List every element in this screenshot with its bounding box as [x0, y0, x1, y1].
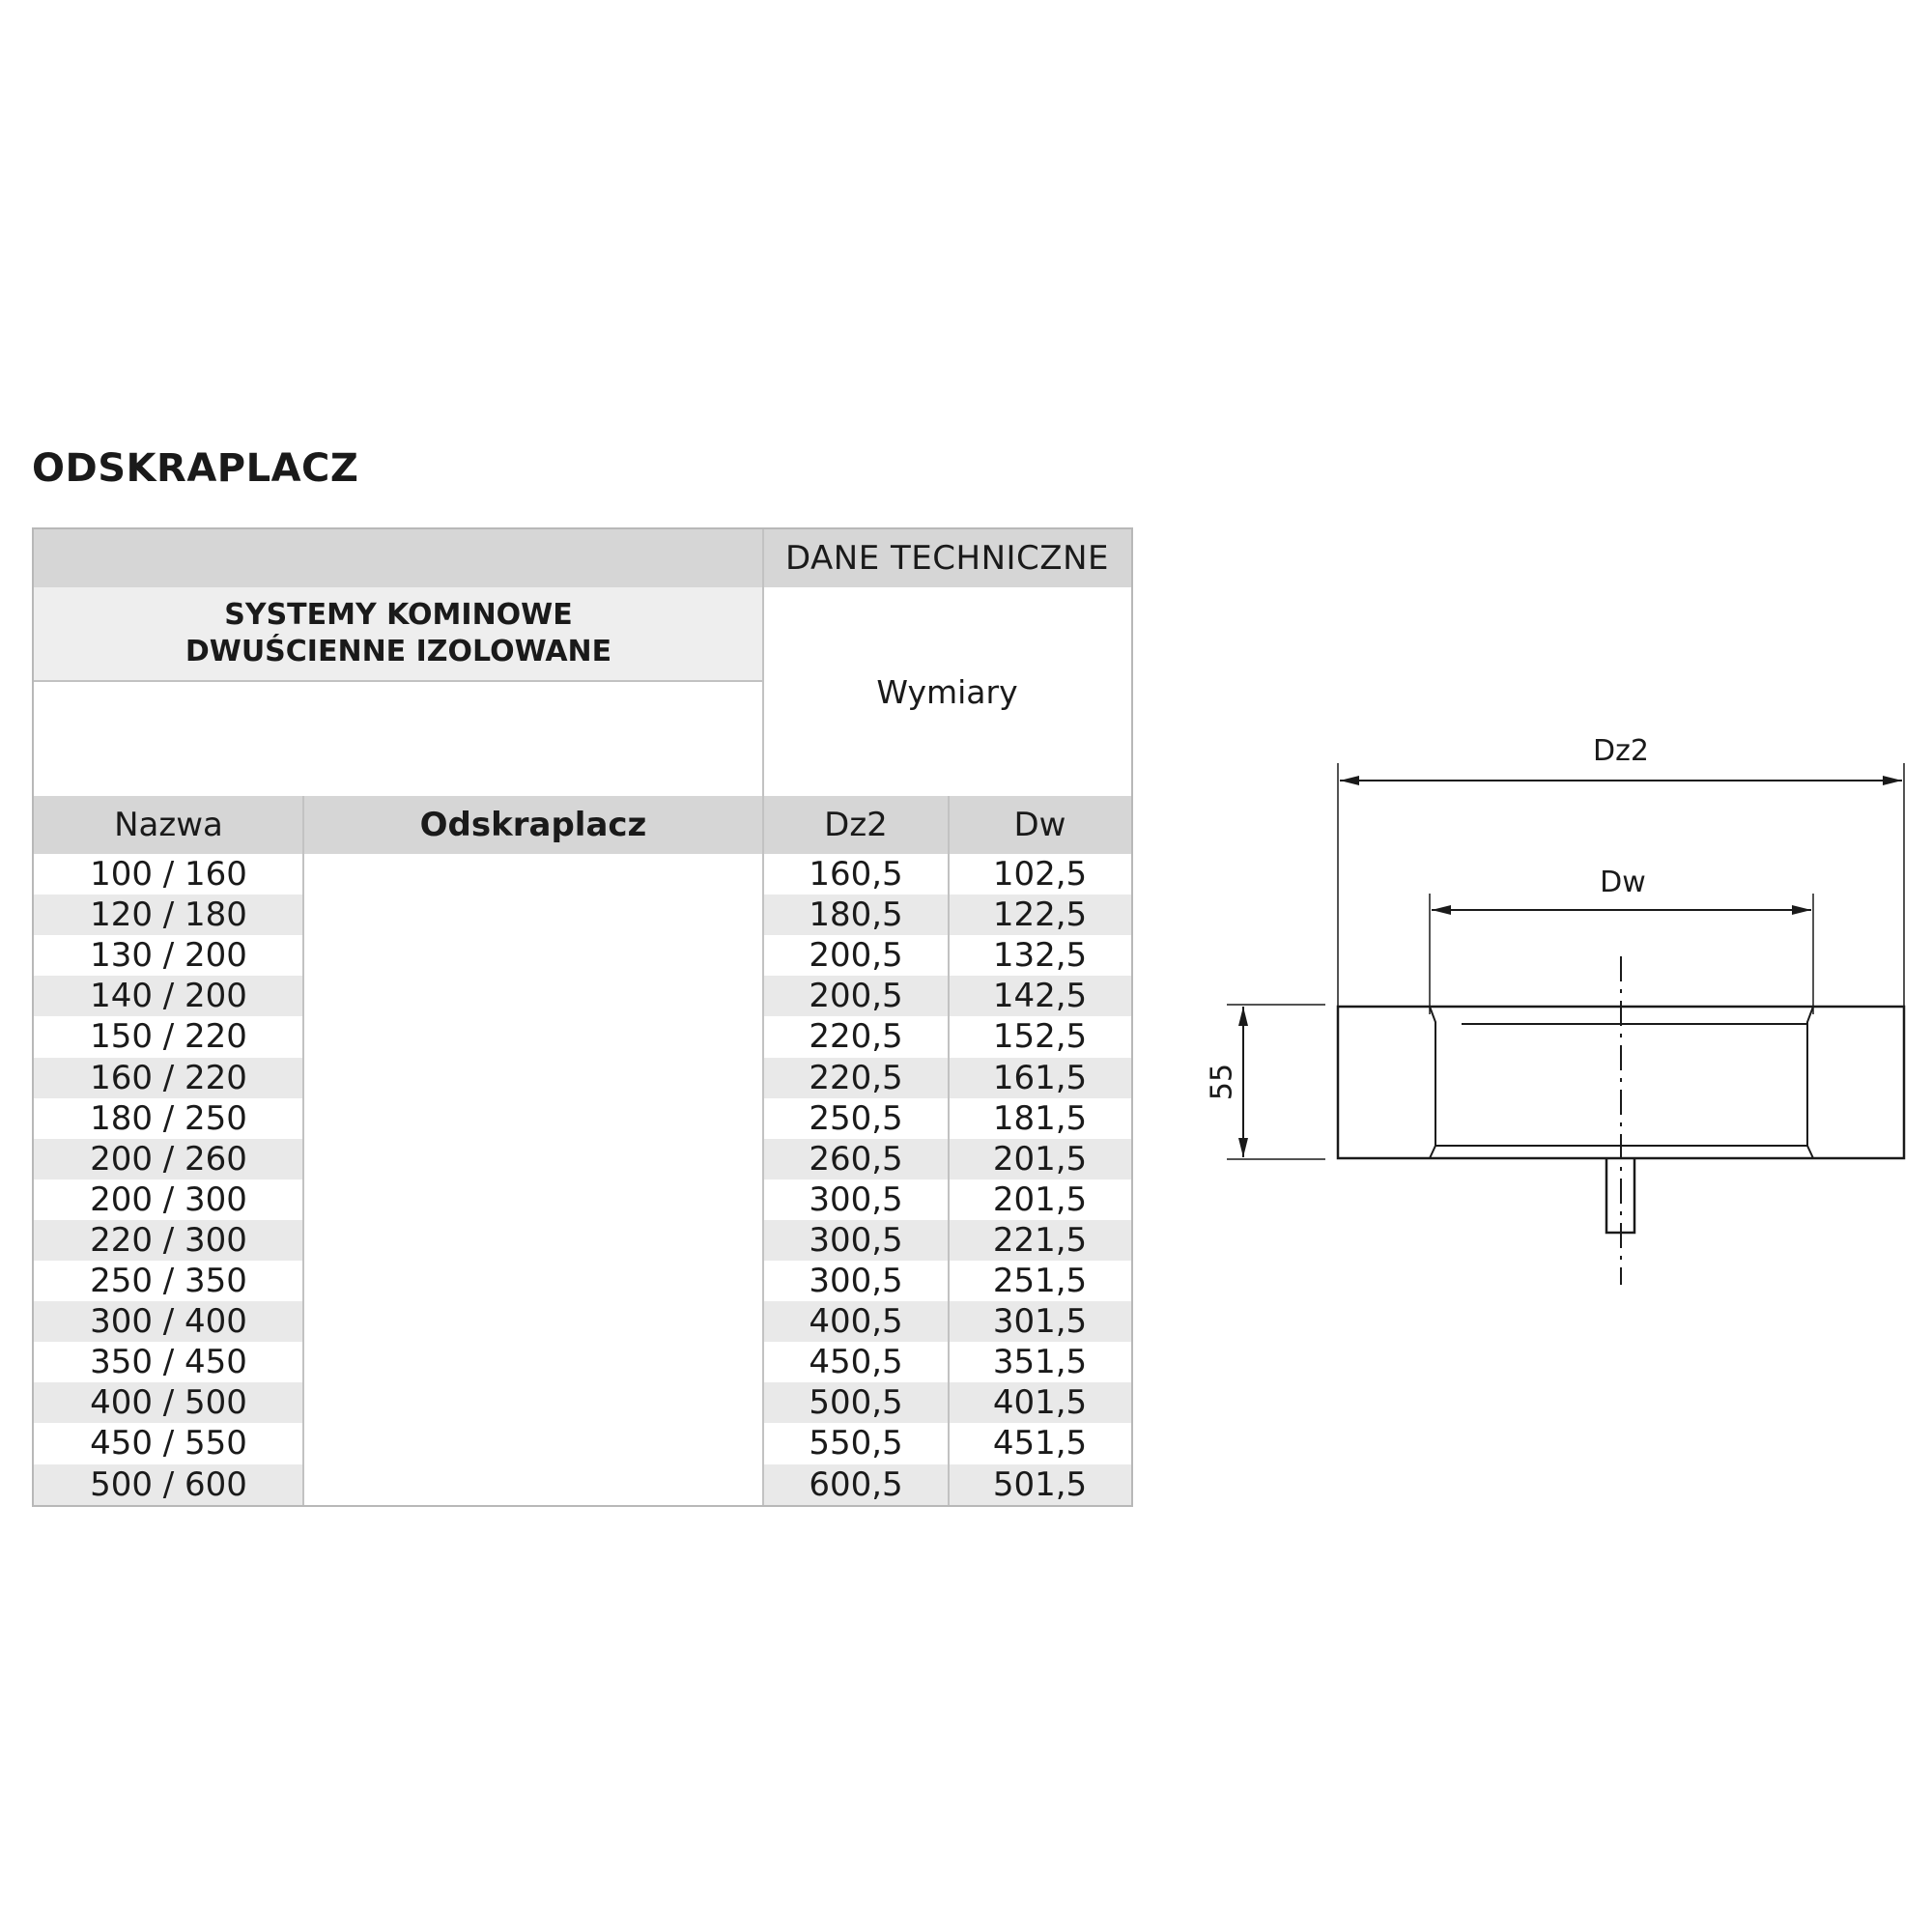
- cell-product: [303, 1220, 763, 1261]
- table-body: [34, 854, 1131, 1505]
- cell-product: [303, 1464, 763, 1505]
- cell-dz2: 160,5: [809, 855, 903, 895]
- cell-name: 180 / 250: [90, 1098, 247, 1138]
- cell-name: 120 / 180: [34, 895, 303, 935]
- cell-name: 300 / 400: [34, 1301, 303, 1342]
- col-header-name: Nazwa: [34, 796, 303, 854]
- table-row: [34, 1423, 1131, 1463]
- cell-dz2: 400,5: [763, 1301, 949, 1342]
- cell-dz2: 220,5: [763, 1058, 949, 1098]
- cell-dw: 201,5: [992, 1179, 1088, 1219]
- cell-dw: 351,5: [992, 1343, 1088, 1382]
- cell-dw: 142,5: [949, 976, 1131, 1016]
- table-row: [34, 1220, 1131, 1261]
- header-band-left: [34, 529, 763, 587]
- table-row: [34, 976, 1131, 1016]
- cell-dw: 152,5: [992, 1017, 1088, 1057]
- cell-name: 140 / 200: [34, 976, 303, 1016]
- divider: [302, 796, 304, 1505]
- cell-name: 500 / 600: [34, 1464, 303, 1505]
- cell-product: [303, 1342, 763, 1382]
- table-row: [34, 1016, 1131, 1057]
- inner-wall-left: [1430, 1007, 1435, 1158]
- cell-dz2: 300,5: [809, 1179, 903, 1219]
- table-row: [34, 935, 1131, 976]
- table-row: [34, 1058, 1131, 1098]
- table-row: [34, 1179, 1131, 1220]
- divider: [948, 796, 950, 1505]
- cell-dw: 161,5: [949, 1058, 1131, 1098]
- cell-dw: 102,5: [992, 855, 1088, 895]
- col-header-dz2: Dz2: [763, 796, 949, 854]
- cell-product: [303, 1016, 763, 1057]
- cell-dz2: 300,5: [763, 1220, 949, 1261]
- cell-name: 160 / 220: [34, 1058, 303, 1098]
- height-label: 55: [1205, 1063, 1239, 1101]
- cell-dw: 181,5: [992, 1098, 1088, 1138]
- cell-name: 200 / 260: [34, 1139, 303, 1179]
- cell-name: 400 / 500: [34, 1382, 303, 1423]
- cell-name: 220 / 300: [34, 1220, 303, 1261]
- dimensions-header: Wymiary: [876, 672, 1018, 711]
- page-title: ODSKRAPLACZ: [32, 446, 359, 491]
- dz2-label: Dz2: [1593, 734, 1649, 768]
- cell-dw: 201,5: [949, 1139, 1131, 1179]
- table-row: [34, 1301, 1131, 1342]
- cell-dw: 251,5: [992, 1262, 1088, 1301]
- cell-product: [303, 854, 763, 895]
- cell-dw: 451,5: [992, 1424, 1088, 1463]
- cell-product: [303, 1058, 763, 1098]
- cell-name: 450 / 550: [90, 1424, 247, 1463]
- cell-dz2: 200,5: [763, 976, 949, 1016]
- cell-product: [303, 1301, 763, 1342]
- group-header: DANE TECHNICZNE: [763, 529, 1131, 587]
- cell-dz2: 450,5: [809, 1343, 903, 1382]
- cell-product: [303, 1423, 763, 1463]
- table-row: [34, 1139, 1131, 1179]
- cell-product: [303, 1098, 763, 1139]
- cell-dz2: 220,5: [809, 1017, 903, 1057]
- col-header-product: Odskraplacz: [303, 796, 763, 854]
- system-header-line1: SYSTEMY KOMINOWE: [224, 598, 573, 632]
- cell-dw: 221,5: [949, 1220, 1131, 1261]
- cell-dw: 301,5: [949, 1301, 1131, 1342]
- table-row: [34, 854, 1131, 895]
- cell-product: [303, 1382, 763, 1423]
- cell-product: [303, 976, 763, 1016]
- condensate-trap-drawing: [1188, 715, 1922, 1314]
- cell-dz2: 260,5: [763, 1139, 949, 1179]
- table-row: [34, 1382, 1131, 1423]
- table-row: [34, 1261, 1131, 1301]
- cell-name: 250 / 350: [90, 1262, 247, 1301]
- system-header-line2: DWUŚCIENNE IZOLOWANE: [185, 635, 612, 668]
- cell-product: [303, 1261, 763, 1301]
- cell-product: [303, 1139, 763, 1179]
- table-row: [34, 1342, 1131, 1382]
- cell-dz2: 500,5: [763, 1382, 949, 1423]
- technical-data-table: [32, 527, 1133, 1507]
- cell-product: [303, 935, 763, 976]
- cell-dw: 401,5: [949, 1382, 1131, 1423]
- table-row: [34, 1464, 1131, 1505]
- cell-dz2: 180,5: [763, 895, 949, 935]
- cell-name: 130 / 200: [90, 936, 247, 976]
- cell-dz2: 600,5: [763, 1464, 949, 1505]
- divider: [762, 529, 764, 1505]
- divider: [34, 680, 763, 682]
- cell-name: 200 / 300: [90, 1179, 247, 1219]
- cell-dw: 122,5: [949, 895, 1131, 935]
- cell-name: 350 / 450: [90, 1343, 247, 1382]
- cell-dz2: 300,5: [809, 1262, 903, 1301]
- table-row: [34, 1098, 1131, 1139]
- cell-dw: 501,5: [949, 1464, 1131, 1505]
- cell-product: [303, 1179, 763, 1220]
- cell-name: 100 / 160: [90, 855, 247, 895]
- col-header-dw: Dw: [949, 796, 1131, 854]
- cell-dz2: 200,5: [809, 936, 903, 976]
- table-row: [34, 895, 1131, 935]
- cell-product: [303, 895, 763, 935]
- cell-name: 150 / 220: [90, 1017, 247, 1057]
- cell-dw: 132,5: [992, 936, 1088, 976]
- cell-dz2: 550,5: [809, 1424, 903, 1463]
- inner-wall-right: [1807, 1007, 1813, 1158]
- cell-dz2: 250,5: [809, 1098, 903, 1138]
- dw-label: Dw: [1600, 866, 1646, 899]
- system-header: [34, 587, 763, 680]
